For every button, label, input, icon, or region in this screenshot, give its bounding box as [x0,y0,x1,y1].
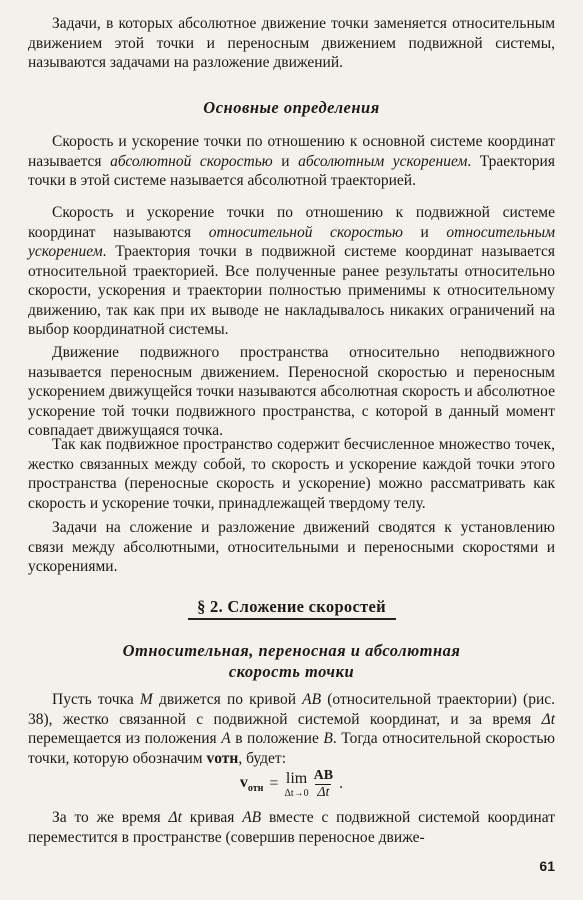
formula-equals: = [269,775,279,792]
symbol-delta-t: Δt [541,710,555,728]
symbol-B: B [323,730,333,747]
section-title: § 2. Сложение скоростей [197,597,386,616]
symbol-delta-t: Δt [168,809,182,826]
formula-numerator: AB [313,767,334,783]
subheading-line-1: Относительная, переносная и абсолютная [122,641,461,660]
text-run: и [402,223,447,241]
text-run: Скорость и ускорение точки по отношению к подвижной системе координат называются [28,204,555,241]
text-run: . Тогда относительной скоростью точки, которую обозначим [28,730,556,767]
term-relative-acceleration: относительным ускорением [28,223,555,260]
text-run: в положение [230,730,324,747]
text-run: . Траектория точки в подвижной системе координат называется относительной траекторией. Все полученные ранее результаты относительно скорости, ускорения и траектории полностью применимы к относительному движению, так как при их выводе не накладывалось никаких ограничений на выбор координатной системы. [28,243,555,338]
formula-denominator: Δt [317,784,330,800]
intro-paragraph: Задачи, в которых абсолютное движение точки заменяется относительным движением этой точки и переносным движением подвижной системы, называются задачами на разложение движений. [28,15,555,71]
formula-lim-condition: Δt→0 [284,787,309,799]
subheading-line-2: скорость точки [228,662,355,681]
symbol-A: A [221,730,231,747]
formula-lim-word: lim [285,769,308,787]
text-run: Пусть точка [52,691,140,708]
paragraph-moving-space: Так как подвижное пространство содержит бесчисленное множество точек, жестко связанных между собой, то скорость и ускорение каждой точки этого пространства (переносные скорость и ускорение) можно рассматривать как скорость и ускорение точки, принадлежащей твердому телу. [28,436,555,512]
text-run: , будет: [238,749,287,767]
formula-limit [284,770,308,799]
paragraph-composition-tasks: Задачи на сложение и разложение движений сводятся к установлению связи между абсолютными, относительными и переносными скоростями и ускорениями. [28,519,555,575]
text-run: (относительной траектории) (рис. 38), жестко связанной с подвижной системой координат, и за время [28,691,556,728]
relative-velocity-formula [0,762,583,806]
text-run: За то же время [52,809,169,826]
symbol-AB: AB [302,691,322,708]
text-run: перемещается из положения [28,730,222,747]
term-absolute-velocity: абсолютной скоростью [110,152,273,170]
text-run: Скорость и ускорение точки по отношению к основной системе координат называется [28,133,555,170]
text-run: и [272,152,299,170]
text-run: движется по кривой [152,691,303,708]
term-absolute-acceleration: абсолютным ускорением [298,152,468,170]
formula-fraction [312,768,335,801]
paragraph-transport-motion: Движение подвижного пространства относительно неподвижного называется переносным движением. Переносной скоростью и переносным ускорением движущейся точки называются абсолютная скорость и абсолютное ускорение той точки подвижного пространства, с которой в данный момент совпадает движущаяся точка. [28,344,555,439]
paragraph-relative-velocity [28,203,555,340]
formula-subscript: отн [247,783,264,794]
symbol-v-rel: vотн [206,749,239,767]
paragraph-absolute-velocity [28,132,555,191]
symbol-M: M [139,691,153,708]
formula-lhs [240,774,264,794]
heading-basic-definitions: Основные определения [203,98,380,117]
text-run: кривая [181,809,243,826]
text-run: . Траектория точки в этой системе называется абсолютной траекторией. [28,152,555,189]
paragraph-transport-displacement [28,808,555,847]
formula-period: . [339,775,344,792]
paragraph-point-motion [28,690,555,768]
term-relative-velocity: относительной скоростью [208,223,403,241]
section-underline [188,618,396,620]
formula-v: v [239,774,248,791]
page-number: 61 [539,858,555,874]
symbol-AB: AB [242,809,262,826]
text-run: вместе с подвижной системой координат переместится в пространстве (совершив переносное движе- [28,809,555,846]
